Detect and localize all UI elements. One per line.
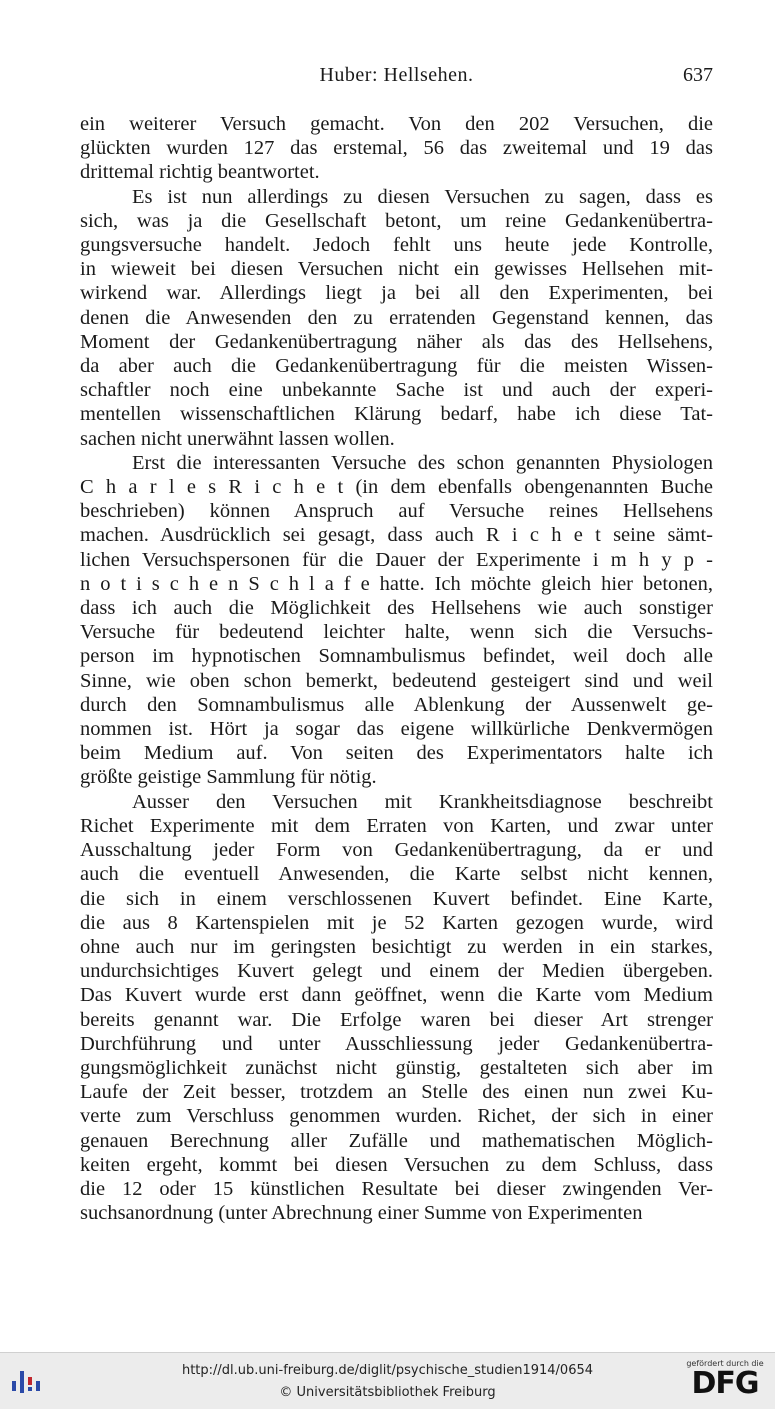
- text-line: genauen Berechnung aller Zufälle und mathematischen Möglich-: [80, 1129, 713, 1152]
- text-line: gungsversuche handelt. Jedoch fehlt uns heute jede Kontrolle,: [80, 234, 713, 257]
- text-line: lichen Versuchspersonen für die Dauer der Experimente i m h y p -: [80, 548, 713, 571]
- text-line: beschrieben) können Anspruch auf Versuche reines Hellsehens: [80, 500, 713, 523]
- text-line: undurchsichtiges Kuvert gelegt und einem der Medien übergeben.: [80, 960, 713, 983]
- text-line: suchsanordnung (unter Abrechnung einer Summe von Experimenten: [80, 1202, 643, 1225]
- text-line: ein weiterer Versuch gemacht. Von den 202 Versuchen, die: [80, 113, 713, 135]
- text-line: verte zum Verschluss genommen wurden. Richet, der sich in einer: [80, 1105, 713, 1128]
- text-line: bereits genannt war. Die Erfolge waren bei dieser Art strenger: [80, 1008, 713, 1031]
- paragraph: [80, 790, 713, 1226]
- text-line: die sich in einem verschlossenen Kuvert befindet. Eine Karte,: [80, 887, 713, 910]
- text-line: Das Kuvert wurde erst dann geöffnet, wenn die Karte vom Medium: [80, 984, 713, 1007]
- text-line: die 12 oder 15 künstlichen Resultate bei dieser zwingenden Ver-: [80, 1177, 713, 1200]
- text-line: größte geistige Sammlung für nötig.: [80, 766, 377, 789]
- text-line: beim Medium auf. Von seiten des Experimentators halte ich: [80, 742, 713, 765]
- text-line: Richet Experimente mit dem Erraten von Karten, und zwar unter: [80, 814, 713, 837]
- text-line: glückten wurden 127 das erstemal, 56 das zweitemal und 19 das: [80, 137, 713, 160]
- dfg-logo[interactable]: [683, 1359, 767, 1405]
- text-line: Es ist nun allerdings zu diesen Versuchen zu sagen, dass es: [132, 185, 713, 208]
- text-line: Sinne, wie oben schon bemerkt, bedeutend gesteigert sind und weil: [80, 669, 713, 692]
- text-line: da aber auch die Gedankenübertragung für die meisten Wissen-: [80, 355, 713, 378]
- text-line: person im hypnotischen Somnambulismus befindet, weil doch alle: [80, 645, 713, 668]
- text-line: nommen ist. Hört ja sogar das eigene willkürliche Denkvermögen: [80, 718, 713, 741]
- text-line: dass ich auch die Möglichkeit des Hellsehens wie auch sonstiger: [80, 597, 713, 620]
- footer-url-link[interactable]: http://dl.ub.uni-freiburg.de/diglit/psychische_studien1914/0654: [181, 1363, 594, 1378]
- text-line: Laufe der Zeit besser, trotzdem an Stelle des einen nun zwei Ku-: [80, 1081, 713, 1104]
- text-line: Durchführung und unter Ausschliessung jeder Gedankenübertra-: [80, 1032, 713, 1055]
- text-line: wirkend war. Allerdings liegt ja bei all den Experimenten, bei: [80, 282, 713, 305]
- text-line: Erst die interessanten Versuche des schon genannten Physiologen: [132, 451, 713, 474]
- page-number: 637: [683, 64, 713, 86]
- text-line: gungsmöglichkeit zunächst nicht günstig, gestalteten sich aber im: [80, 1056, 713, 1079]
- text-line: in wieweit bei diesen Versuchen nicht ein gewisses Hellsehen mit-: [80, 258, 713, 281]
- text-line: machen. Ausdrücklich sei gesagt, dass auch R i c h e t seine sämt-: [80, 524, 713, 547]
- page-header: [80, 64, 713, 92]
- text-line: auch die eventuell Anwesenden, die Karte selbst nicht kennen,: [80, 863, 713, 886]
- paragraph: [80, 185, 713, 451]
- text-line: durch den Somnambulismus alle Ablenkung der Aussenwelt ge-: [80, 693, 713, 716]
- body-text: [80, 112, 713, 1225]
- text-line: sachen nicht unerwähnt lassen wollen.: [80, 427, 395, 450]
- text-line: C h a r l e s R i c h e t (in dem ebenfalls obengenannten Buche: [80, 476, 713, 499]
- text-line: die aus 8 Kartenspielen mit je 52 Karten gezogen wurde, wird: [80, 911, 713, 934]
- text-line: Moment der Gedankenübertragung näher als das des Hellsehens,: [80, 330, 713, 353]
- text-line: Versuche für bedeutend leichter halte, wenn sich die Versuchs-: [80, 621, 713, 644]
- viewer-footer: [0, 1352, 775, 1409]
- running-head: Huber: Hellsehen.: [319, 64, 474, 86]
- text-line: denen die Anwesenden den zu erratenden Gegenstand kennen, das: [80, 306, 713, 329]
- text-line: schaftler noch eine unbekannte Sache ist und auch der experi-: [80, 379, 713, 402]
- text-line: Ausschaltung jeder Form von Gedankenübertragung, da er und: [80, 839, 713, 862]
- text-line: keiten ergeht, kommt bei diesen Versuchen zu dem Schluss, dass: [80, 1153, 713, 1176]
- dfg-caption: gefördert durch die: [686, 1359, 764, 1368]
- text-line: sich, was ja die Gesellschaft betont, um reine Gedankenübertra-: [80, 209, 713, 232]
- text-line: Ausser den Versuchen mit Krankheitsdiagnose beschreibt: [132, 790, 713, 813]
- text-line: mentellen wissenschaftlichen Klärung bedarf, habe ich diese Tat-: [80, 403, 713, 426]
- footer-copyright: © Universitätsbibliothek Freiburg: [279, 1385, 496, 1400]
- dfg-wordmark: DFG: [691, 1366, 759, 1401]
- paragraph: [80, 451, 713, 790]
- paragraph: [80, 112, 713, 185]
- text-line: ohne auch nur im geringsten besichtigt zu werden in ein starkes,: [80, 935, 713, 958]
- text-line: n o t i s c h e n S c h l a f e hatte. Ich möchte gleich hier betonen,: [80, 572, 713, 595]
- text-line: drittemal richtig beantwortet.: [80, 161, 320, 184]
